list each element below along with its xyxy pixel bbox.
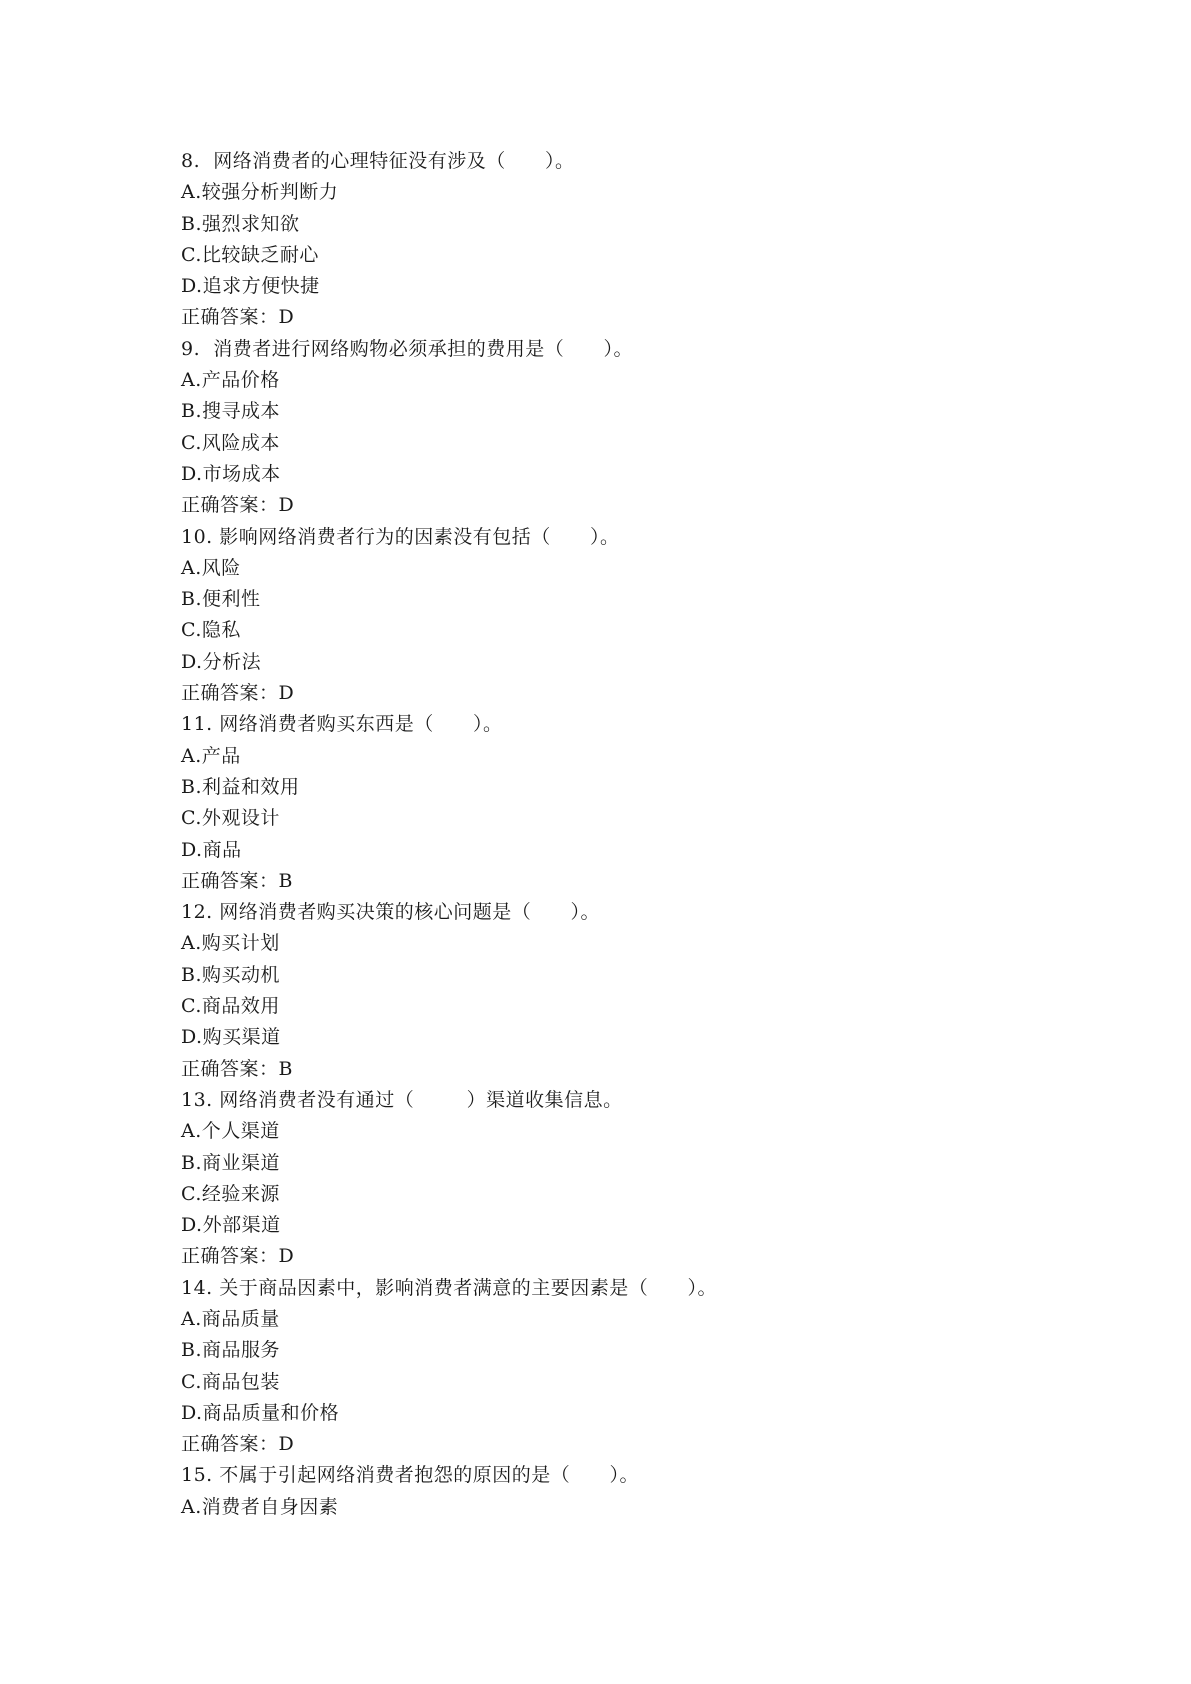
answer-option: D.购买渠道 bbox=[181, 1026, 281, 1049]
correct-answer: 正确答案：D bbox=[181, 1433, 295, 1456]
question-text: 8. 网络消费者的心理特征没有涉及（ ）。 bbox=[181, 150, 575, 172]
question-block bbox=[181, 709, 1141, 897]
answer-option: D.追求方便快捷 bbox=[181, 275, 320, 298]
answer-option: D.分析法 bbox=[181, 650, 262, 673]
answer-option: A.购买计划 bbox=[181, 932, 280, 955]
answer-option: D.商品质量和价格 bbox=[181, 1401, 340, 1424]
question-text: 9. 消费者进行网络购物必须承担的费用是（ ）。 bbox=[181, 337, 633, 360]
answer-option: A.产品价格 bbox=[181, 369, 280, 392]
answer-option: C.经验来源 bbox=[181, 1182, 280, 1205]
answer-option: A.个人渠道 bbox=[181, 1120, 280, 1143]
answer-option: A.消费者自身因素 bbox=[181, 1495, 339, 1518]
answer-option: D.商品 bbox=[181, 838, 242, 861]
question-list bbox=[181, 146, 1141, 1523]
correct-answer: 正确答案：D bbox=[181, 306, 295, 329]
answer-option: C.比较缺乏耐心 bbox=[181, 243, 319, 266]
question-block bbox=[181, 146, 1141, 334]
answer-option: B.利益和效用 bbox=[181, 775, 300, 798]
question-block bbox=[181, 1460, 1141, 1523]
correct-answer: 正确答案：D bbox=[181, 494, 295, 517]
correct-answer: 正确答案：D bbox=[181, 1245, 295, 1268]
question-text: 10. 影响网络消费者行为的因素没有包括（ ）。 bbox=[181, 525, 620, 548]
answer-option: B.搜寻成本 bbox=[181, 400, 281, 423]
answer-option: A.商品质量 bbox=[181, 1307, 280, 1330]
answer-option: D.外部渠道 bbox=[181, 1214, 281, 1237]
question-text: 12. 网络消费者购买决策的核心问题是（ ）。 bbox=[181, 901, 600, 924]
question-block bbox=[181, 897, 1141, 1085]
correct-answer: 正确答案：D bbox=[181, 682, 295, 705]
answer-option: A.风险 bbox=[181, 556, 241, 579]
answer-option: A.较强分析判断力 bbox=[181, 181, 339, 204]
answer-option: C.风险成本 bbox=[181, 431, 280, 454]
question-block bbox=[181, 1273, 1141, 1461]
question-text: 11. 网络消费者购买东西是（ ）。 bbox=[181, 713, 503, 736]
answer-option: B.商业渠道 bbox=[181, 1151, 281, 1174]
answer-option: B.购买动机 bbox=[181, 963, 281, 986]
question-text: 15. 不属于引起网络消费者抱怨的原因的是（ ）。 bbox=[181, 1464, 639, 1487]
correct-answer: 正确答案：B bbox=[181, 1057, 293, 1080]
question-block bbox=[181, 334, 1141, 522]
question-block bbox=[181, 1085, 1141, 1273]
answer-option: B.商品服务 bbox=[181, 1339, 281, 1362]
question-block bbox=[181, 522, 1141, 710]
correct-answer: 正确答案：B bbox=[181, 869, 293, 892]
question-text: 13. 网络消费者没有通过（ ）渠道收集信息。 bbox=[181, 1088, 623, 1111]
answer-option: A.产品 bbox=[181, 744, 241, 767]
answer-option: C.商品效用 bbox=[181, 995, 280, 1018]
question-text: 14. 关于商品因素中，影响消费者满意的主要因素是（ ）。 bbox=[181, 1276, 717, 1299]
answer-option: C.隐私 bbox=[181, 619, 241, 642]
answer-option: B.便利性 bbox=[181, 588, 261, 611]
answer-option: C.外观设计 bbox=[181, 807, 280, 830]
answer-option: C.商品包装 bbox=[181, 1370, 280, 1393]
answer-option: D.市场成本 bbox=[181, 462, 281, 485]
answer-option: B.强烈求知欲 bbox=[181, 212, 300, 235]
